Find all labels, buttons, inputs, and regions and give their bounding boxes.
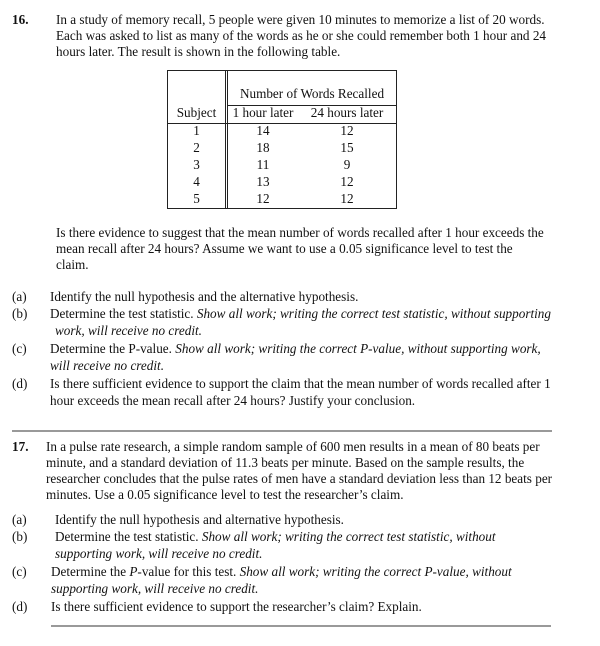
part-c-cont <box>51 581 258 598</box>
part-italic-text: P <box>129 564 138 579</box>
part-label: (a) <box>12 289 27 304</box>
part-label: (d) <box>12 376 28 391</box>
table-cell: 15 <box>340 140 354 155</box>
part-b-text <box>55 529 496 546</box>
table-header: Subject <box>176 105 217 120</box>
part-label: (c) <box>12 341 27 356</box>
part-a-text: Identify the null hypothesis and the alternative hypothesis. <box>50 289 359 304</box>
table-cell: 12 <box>256 191 270 206</box>
part-a-text: Identify the null hypothesis and alternative hypothesis. <box>55 512 344 527</box>
table-header: 24 hours later <box>310 105 384 120</box>
part-text: -value for this test. <box>137 564 240 579</box>
intro-line: researcher concludes that the pulse rates of men have a standard deviation less than 12 beats per <box>46 471 553 486</box>
intro-line: minute, and a standard deviation of 11.3 beats per minute. Based on the sample results, the <box>46 455 525 470</box>
intro-line: hours later. The result is shown in the following table. <box>56 44 341 59</box>
part-italic-text: supporting work, will receive no credit. <box>55 546 263 561</box>
part-italic-text: Show all work; writing the correct test statistic, without <box>201 529 496 544</box>
question-number: 16. <box>12 12 29 27</box>
intro-line: In a study of memory recall, 5 people were given 10 minutes to memorize a list of 20 words. <box>56 12 545 27</box>
intro-line: minutes. Use a 0.05 significance level to test the researcher’s claim. <box>46 487 404 502</box>
part-text: Determine the P-value. <box>50 341 176 356</box>
section-divider <box>12 430 552 432</box>
part-text: Determine the test statistic. <box>55 529 202 544</box>
part-italic-text: work, will receive no credit. <box>55 323 202 338</box>
part-italic-text: will receive no credit. <box>50 358 165 373</box>
part-d-cont: hour exceeds the mean recall after 24 hours? Justify your conclusion. <box>50 393 416 408</box>
table-cell: 18 <box>256 140 270 155</box>
table-cell: 5 <box>193 191 200 206</box>
part-label: (b) <box>12 306 28 321</box>
part-italic-text: Show all work; writing the correct P-value, without supporting work, <box>175 341 541 356</box>
part-text: Determine the test statistic. <box>50 306 197 321</box>
part-label: (a) <box>12 512 27 527</box>
table-cell: 14 <box>256 123 270 138</box>
section-divider <box>51 625 551 627</box>
table-cell: 12 <box>340 123 354 138</box>
table-cell: 12 <box>340 191 354 206</box>
question-line: claim. <box>56 257 89 272</box>
intro-line: Each was asked to list as many of the words as he or she could remember both 1 hour and 24 <box>56 28 547 43</box>
question-number: 17. <box>12 439 29 454</box>
part-label: (d) <box>12 599 28 614</box>
part-italic-text: Show all work; writing the correct P-value, without <box>239 564 512 579</box>
table-cell: 4 <box>193 174 200 189</box>
part-label: (c) <box>12 564 27 579</box>
part-c-text <box>51 564 512 581</box>
table-cell: 1 <box>193 123 200 138</box>
table-cell: 13 <box>256 174 270 189</box>
question-line: Is there evidence to suggest that the mean number of words recalled after 1 hour exceeds the <box>56 225 544 240</box>
part-italic-text: supporting work, will receive no credit. <box>51 581 259 596</box>
table-cell: 11 <box>256 157 270 172</box>
table-cell: 2 <box>193 140 200 155</box>
table-group-header: Number of Words Recalled <box>239 86 385 101</box>
part-b-cont <box>55 323 202 340</box>
recall-table <box>167 70 397 209</box>
part-b-cont <box>55 546 262 563</box>
part-c-text <box>50 341 541 358</box>
table-cell: 9 <box>343 157 351 172</box>
intro-line: In a pulse rate research, a simple random sample of 600 men results in a mean of 80 beats per <box>46 439 540 454</box>
part-text: Determine the <box>51 564 130 579</box>
part-b-text <box>50 306 551 323</box>
part-label: (b) <box>12 529 28 544</box>
question-line: mean recall after 24 hours? Assume we want to use a 0.05 significance level to test the <box>56 241 513 256</box>
part-d-text: Is there sufficient evidence to support the claim that the mean number of words recalled after 1 <box>50 376 551 391</box>
part-d-text: Is there sufficient evidence to support the researcher’s claim? Explain. <box>51 599 422 614</box>
part-c-cont <box>50 358 164 375</box>
table-cell: 12 <box>340 174 354 189</box>
table-cell: 3 <box>193 157 200 172</box>
part-italic-text: Show all work; writing the correct test statistic, without supporting <box>196 306 551 321</box>
table-header: 1 hour later <box>232 105 294 120</box>
